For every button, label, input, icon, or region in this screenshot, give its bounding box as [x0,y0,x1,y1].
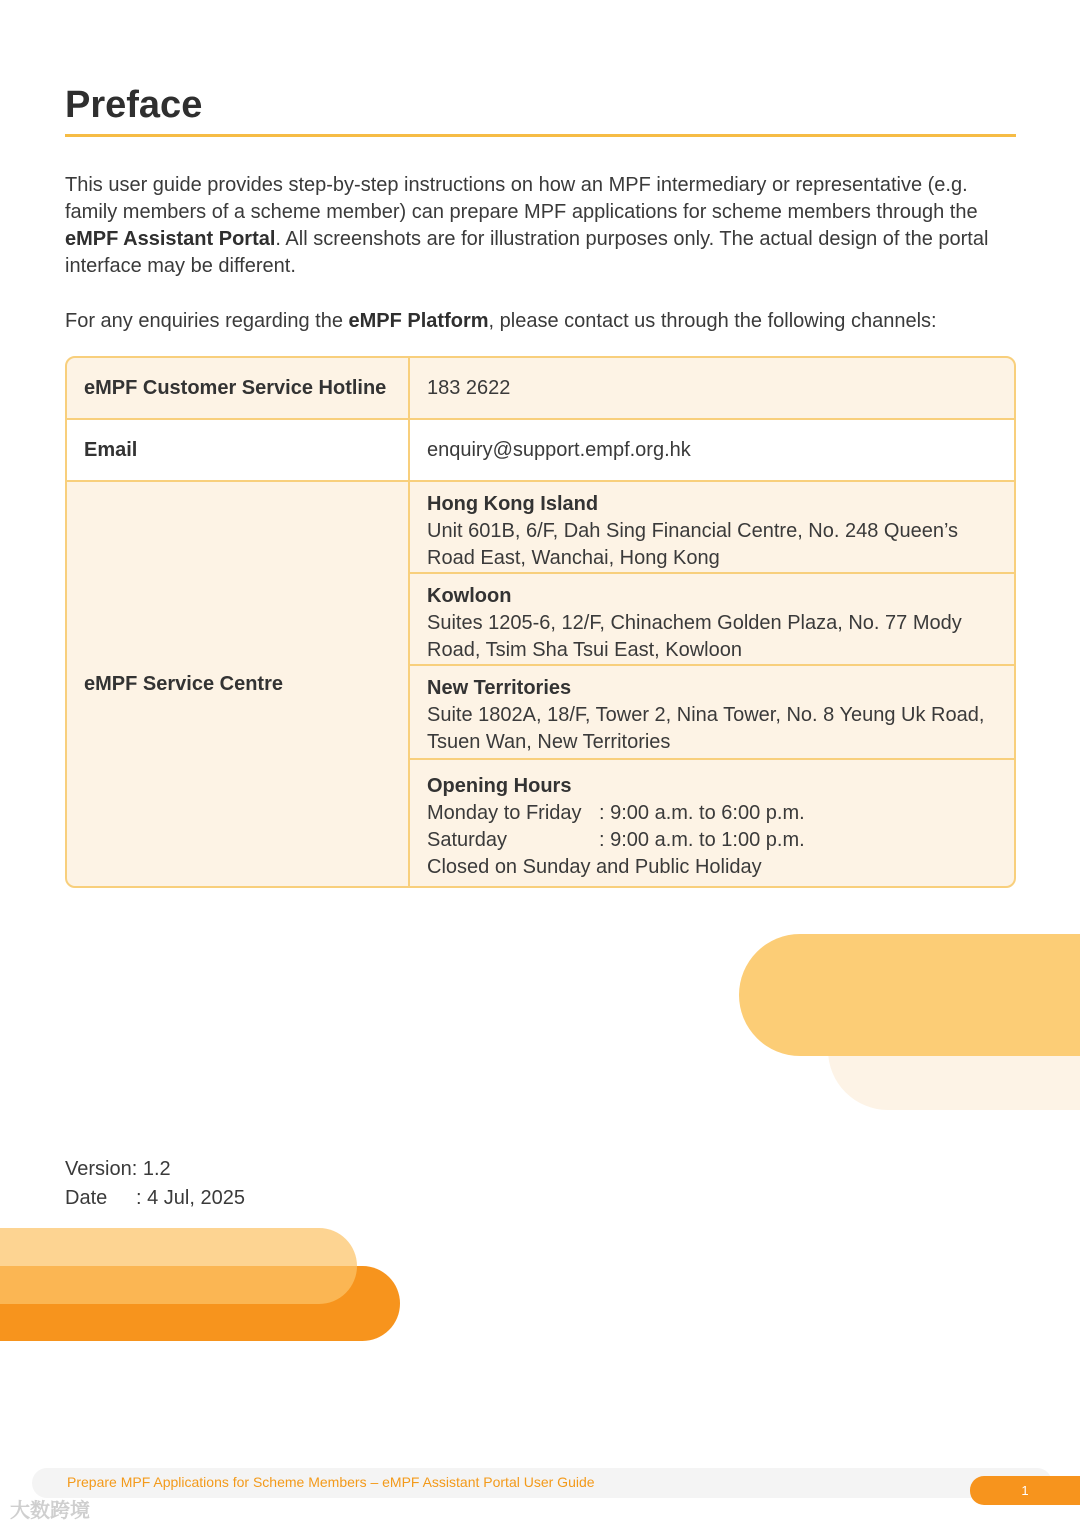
version-row [65,1155,245,1184]
watermark-logo: 大数跨境 [10,1500,90,1522]
enquiry-text-1: For any enquiries regarding the [65,310,349,332]
footer-guide-title: Prepare MPF Applications for Scheme Members – eMPF Assistant Portal User Guide [67,1474,595,1490]
hours-saturday-label: Saturday [427,829,508,851]
email-label: Email [67,420,410,482]
opening-hours [410,760,1014,886]
hours-closed-note: Closed on Sunday and Public Holiday [427,856,762,878]
location-name: Kowloon [427,585,512,607]
enquiry-text-2: , please contact us through the following channels: [488,310,937,332]
location-address-line: Suites 1205-6, 12/F, Chinachem Golden Plaza, No. 77 Mody [427,612,962,634]
date-value: : 4 Jul, 2025 [136,1187,245,1209]
intro-paragraph [65,172,1020,280]
intro-text-2: . All screenshots are for illustration purposes only. The actual design of the portal interface may be different. [65,228,989,277]
decorative-pill-yellow [739,934,1080,1056]
location-hong-kong-island [410,482,1014,574]
intro-bold-portal: eMPF Assistant Portal [65,228,276,250]
title-underline [65,134,1016,137]
version-label: Version [65,1158,132,1180]
hotline-label: eMPF Customer Service Hotline [67,358,410,420]
enquiry-bold-platform: eMPF Platform [348,310,489,332]
location-address-line: Unit 601B, 6/F, Dah Sing Financial Centre, No. 248 Queen’s [427,520,959,542]
hours-weekday-label: Monday to Friday [427,802,582,824]
hours-saturday-row [427,827,1014,854]
location-kowloon [410,574,1014,666]
hours-weekday-value: : 9:00 a.m. to 6:00 p.m. [599,802,805,824]
date-label: Date [65,1187,108,1209]
hours-saturday-value: : 9:00 a.m. to 1:00 p.m. [599,829,805,851]
location-address-line: Road East, Wanchai, Hong Kong [427,547,720,569]
hours-weekday-row [427,800,1014,827]
service-centre-label: eMPF Service Centre [67,482,410,886]
version-info [65,1155,245,1213]
opening-hours-title: Opening Hours [427,775,572,797]
location-new-territories [410,666,1014,760]
location-address-line: Suite 1802A, 18/F, Tower 2, Nina Tower, No. 8 Yeung Uk Road, [427,704,985,726]
date-row [65,1184,245,1213]
version-value: : 1.2 [131,1158,171,1180]
email-value[interactable]: enquiry@support.empf.org.hk [410,420,1014,482]
hotline-value: 183 2622 [410,358,1014,420]
page-title: Preface [65,84,203,126]
location-name: New Territories [427,677,572,699]
location-address-line: Tsuen Wan, New Territories [427,731,671,753]
intro-text-1: This user guide provides step-by-step instructions on how an MPF intermediary or representative (e.g. family members of a scheme member) can prepare MPF applications for scheme members through the [65,174,978,223]
location-address-line: Road, Tsim Sha Tsui East, Kowloon [427,639,742,661]
location-name: Hong Kong Island [427,493,599,515]
page-number: 1 [970,1476,1080,1505]
decorative-pill-amber [0,1228,357,1304]
enquiry-paragraph [65,308,1020,335]
contact-table [65,356,1016,888]
